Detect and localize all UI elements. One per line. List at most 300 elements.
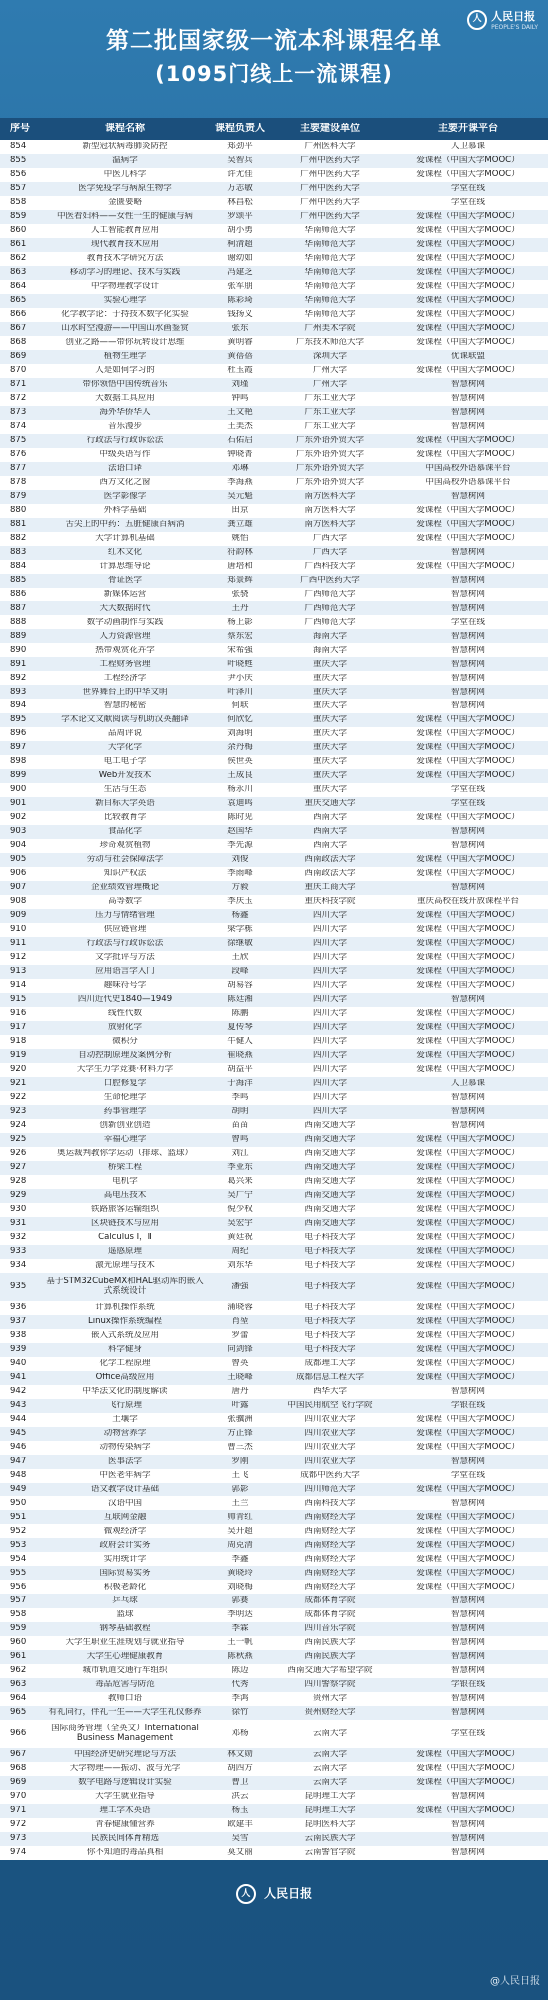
course-lead: 袁迪鸣 <box>227 799 253 809</box>
course-name: 外科学基础 <box>103 505 147 515</box>
course-lead: 周纪 <box>231 1246 249 1256</box>
institution: 华南师范大学 <box>304 309 356 319</box>
institution: 四川音乐学院 <box>304 1624 356 1634</box>
row-number: 964 <box>10 1694 27 1704</box>
institution: 广西大学 <box>312 547 347 557</box>
platform: 智慧树网 <box>450 1820 485 1830</box>
course-lead: 崔晓燕 <box>227 1051 253 1061</box>
platform: 智慧树网 <box>450 1708 485 1718</box>
institution: 海南大学 <box>312 645 347 655</box>
row-number: 937 <box>10 1316 27 1326</box>
row-number: 913 <box>10 967 27 977</box>
course-lead: 李亚东 <box>227 1162 253 1172</box>
row-number: 971 <box>10 1806 27 1816</box>
course-name: 实验心理学 <box>103 295 147 305</box>
row-number: 949 <box>10 1484 27 1494</box>
course-lead: 蒲晓蓉 <box>227 1302 253 1312</box>
course-lead: 唐丹 <box>231 1386 249 1396</box>
course-lead: 刘俊 <box>231 855 249 865</box>
table-row <box>0 532 548 546</box>
institution: 四川大学 <box>312 1037 347 1047</box>
course-lead: 钟晓菁 <box>227 449 253 459</box>
row-number: 887 <box>10 603 27 613</box>
course-name: Web开发技术 <box>98 771 152 781</box>
course-lead: 潘强 <box>231 1281 249 1291</box>
platform: 爱课程（中国大学MOOC） <box>416 1414 520 1424</box>
course-lead: 刘晓梅 <box>227 1582 253 1592</box>
institution: 电子科技大学 <box>304 1344 356 1354</box>
course-lead: 谢幼如 <box>227 253 253 263</box>
table-row <box>0 1650 548 1664</box>
course-name: 骨证医学 <box>107 575 142 585</box>
institution: 成都体育学院 <box>304 1610 356 1620</box>
course-name: 趣味符号学 <box>103 981 147 991</box>
course-name: 教育技术学研究方法 <box>86 253 164 263</box>
row-number: 962 <box>10 1666 27 1676</box>
platform: 爱课程（中国大学MOOC） <box>416 170 520 180</box>
platform: 智慧树网 <box>450 575 485 585</box>
people-daily-logo-icon: 人 <box>236 1884 256 1904</box>
course-name: 线性代数 <box>107 1009 142 1019</box>
course-name: 医学免疫学与病原生物学 <box>78 184 172 194</box>
row-number: 919 <box>10 1051 27 1061</box>
course-lead: 邓琳 <box>231 463 249 473</box>
course-name: 实用统计学 <box>103 1554 147 1564</box>
table-row <box>0 839 548 853</box>
institution: 西南交通大学 <box>304 1162 356 1172</box>
platform: 爱课程（中国大学MOOC） <box>416 337 520 347</box>
row-number: 955 <box>10 1568 27 1578</box>
institution: 华南师范大学 <box>304 295 356 305</box>
table-row <box>0 979 548 993</box>
row-number: 942 <box>10 1386 27 1396</box>
table-row <box>0 1441 548 1455</box>
table-row <box>0 657 548 671</box>
platform: 智慧树网 <box>450 631 485 641</box>
course-name: 四川近代史1840—1949 <box>77 995 173 1005</box>
people-daily-logo-icon: 人 <box>467 10 487 30</box>
institution: 四川大学 <box>312 939 347 949</box>
course-lead: 黄晓玲 <box>227 1568 253 1578</box>
institution: 广东工业大学 <box>304 407 356 417</box>
course-lead: 李明达 <box>227 1610 253 1620</box>
course-name: 中医看妇科——女性一生的健康与病 <box>56 212 193 222</box>
course-lead: 王美杰 <box>227 421 253 431</box>
course-lead: 吴开超 <box>227 1526 253 1536</box>
platform: 爱课程（中国大学MOOC） <box>416 1190 520 1200</box>
row-number: 860 <box>10 226 27 236</box>
institution: 昆明医科大学 <box>304 1820 356 1830</box>
platform: 学堂在线 <box>450 1470 485 1480</box>
column-header: 主要建设单位 <box>300 123 360 135</box>
course-name: 大数据工具应用 <box>95 393 155 403</box>
course-name: 创业之路——带你玩转设计思维 <box>65 337 185 347</box>
table-row <box>0 196 548 210</box>
table-row <box>0 1692 548 1706</box>
table-row <box>0 699 548 713</box>
institution: 重庆大学 <box>312 785 347 795</box>
platform: 爱课程（中国大学MOOC） <box>416 1526 520 1536</box>
institution: 昆明理工大学 <box>304 1806 356 1816</box>
course-lead: 刘海明 <box>227 729 253 739</box>
table-row <box>0 1399 548 1413</box>
platform: 智慧树网 <box>450 393 485 403</box>
row-number: 909 <box>10 911 27 921</box>
course-name: 音乐漫步 <box>107 421 142 431</box>
course-name: 自动控制原理及案例分析 <box>78 1051 172 1061</box>
row-number: 950 <box>10 1498 27 1508</box>
platform: 智慧树网 <box>450 491 485 501</box>
institution: 西南政法大学 <box>304 869 356 879</box>
row-number: 970 <box>10 1792 27 1802</box>
institution: 电子科技大学 <box>304 1246 356 1256</box>
course-lead: 张东 <box>231 323 249 333</box>
column-header: 序号 <box>10 123 30 135</box>
course-lead: 王兰 <box>231 1498 249 1508</box>
course-lead: 曾鸣 <box>231 1135 249 1144</box>
platform: 爱课程（中国大学MOOC） <box>416 1218 520 1228</box>
institution: 贵州财经大学 <box>304 1708 356 1718</box>
course-lead: 刘瑾 <box>231 379 249 389</box>
institution: 南方医科大学 <box>304 519 356 529</box>
platform: 爱课程（中国大学MOOC） <box>416 925 520 935</box>
row-number: 884 <box>10 561 27 571</box>
table-row <box>0 741 548 755</box>
table-row <box>0 1580 548 1594</box>
row-number: 893 <box>10 687 27 697</box>
course-name: 移动学习的理论、技术与实践 <box>69 267 181 277</box>
platform: 智慧树网 <box>450 1610 485 1620</box>
table-row <box>0 308 548 322</box>
institution: 西南大学 <box>312 813 347 823</box>
course-lead: 徐竹 <box>231 1708 249 1718</box>
course-lead: 胡四方 <box>227 1764 253 1774</box>
platform: 爱课程（中国大学MOOC） <box>416 1512 520 1522</box>
row-number: 862 <box>10 253 27 263</box>
table-row <box>0 1189 548 1203</box>
institution: 电子科技大学 <box>304 1330 356 1340</box>
table-row <box>0 1790 548 1804</box>
platform: 智慧树网 <box>450 1638 485 1648</box>
table-row <box>0 336 548 350</box>
platform: 爱课程（中国大学MOOC） <box>416 1372 520 1382</box>
course-lead: 方毅 <box>231 883 249 893</box>
course-lead: 许尤佳 <box>227 170 253 180</box>
course-lead: 侯世英 <box>227 757 253 767</box>
platform: 爱课程（中国大学MOOC） <box>416 253 520 263</box>
course-name: 新型冠状病毒肺炎防控 <box>82 142 168 152</box>
course-lead: 叶晓甦 <box>227 659 253 669</box>
institution: 重庆大学 <box>312 729 347 739</box>
table-row <box>0 294 548 308</box>
institution: 重庆大学 <box>312 771 347 781</box>
table-row <box>0 629 548 643</box>
table-row <box>0 1105 548 1119</box>
platform: 爱课程（中国大学MOOC） <box>416 1232 520 1242</box>
course-lead: 方正锋 <box>227 1428 253 1438</box>
platform: 优课联盟 <box>450 351 485 361</box>
course-name: 世界舞台上的中华文明 <box>82 687 168 697</box>
institution: 广东技术师范大学 <box>295 337 364 347</box>
course-lead: 李鑫 <box>231 1554 249 1564</box>
course-lead: 王晓峰 <box>227 1372 253 1382</box>
table-row <box>0 476 548 490</box>
table-row <box>0 1021 548 1035</box>
platform: 爱课程（中国大学MOOC） <box>416 519 520 529</box>
course-name: 企业绩效管理概论 <box>90 883 159 893</box>
course-lead: 陈廷湘 <box>227 995 253 1005</box>
institution: 四川大学 <box>312 981 347 991</box>
course-lead: 肖堃 <box>231 1316 249 1326</box>
platform: 智慧树网 <box>450 421 485 431</box>
course-name: 大学化学 <box>107 743 142 753</box>
course-lead: 林昌松 <box>227 198 253 208</box>
institution: 电子科技大学 <box>304 1281 356 1291</box>
row-number: 968 <box>10 1764 27 1774</box>
course-name: 计算思维导论 <box>99 561 151 571</box>
row-number: 954 <box>10 1554 27 1564</box>
institution: 云南大学 <box>312 1750 347 1760</box>
row-number: 920 <box>10 1065 27 1075</box>
course-table <box>0 118 548 1860</box>
platform: 爱课程（中国大学MOOC） <box>416 435 520 445</box>
course-lead: 代秀 <box>231 1680 249 1690</box>
course-lead: 胡益平 <box>227 1065 253 1075</box>
row-number: 865 <box>10 295 27 305</box>
course-lead: 曹三杰 <box>227 1442 253 1452</box>
table-row <box>0 1273 548 1301</box>
row-number: 903 <box>10 827 27 837</box>
row-number: 906 <box>10 869 27 879</box>
course-name: 语文教学设计基础 <box>90 1484 159 1494</box>
table-row <box>0 671 548 685</box>
institution: 电子科技大学 <box>304 1302 356 1312</box>
institution: 四川警察学院 <box>304 1680 356 1690</box>
institution: 西南交通大学希望学院 <box>287 1666 373 1676</box>
course-name: Calculus Ⅰ，Ⅱ <box>98 1232 152 1242</box>
course-name: 你不知道的毒品真相 <box>86 1848 164 1858</box>
platform: 爱课程（中国大学MOOC） <box>416 156 520 166</box>
course-name: 民族民间体育精选 <box>90 1834 159 1844</box>
institution: 西南交通大学 <box>304 1135 356 1144</box>
platform: 爱课程（中国大学MOOC） <box>416 365 520 375</box>
course-lead: 郭赛 <box>231 1596 249 1606</box>
course-lead: 赵国华 <box>227 827 253 837</box>
table-row <box>0 420 548 434</box>
institution: 广州美术学院 <box>304 323 356 333</box>
platform: 智慧树网 <box>450 1596 485 1606</box>
table-row <box>0 1133 548 1147</box>
table-row <box>0 1720 548 1748</box>
platform: 爱课程（中国大学MOOC） <box>416 1176 520 1186</box>
table-row <box>0 518 548 532</box>
row-number: 965 <box>10 1708 27 1718</box>
course-lead: 田京 <box>231 505 249 515</box>
table-row <box>0 1636 548 1650</box>
header-logo-sub: PEOPLE'S DAILY <box>491 24 538 31</box>
table-row <box>0 1413 548 1427</box>
course-name: 钢琴基础教程 <box>99 1624 151 1634</box>
course-name: 篮球 <box>116 1610 134 1620</box>
course-lead: 陈秋燕 <box>227 1652 253 1662</box>
table-row <box>0 1343 548 1357</box>
course-name: 数字电路与逻辑设计实验 <box>78 1778 172 1788</box>
institution: 广州中医药大学 <box>300 212 360 222</box>
course-name: 温病学 <box>112 156 138 166</box>
table-row <box>0 783 548 797</box>
row-number: 883 <box>10 547 27 557</box>
institution: 四川师范大学 <box>304 1484 356 1494</box>
course-name: Office高级应用 <box>95 1372 155 1382</box>
course-lead: 郑劲平 <box>227 142 253 152</box>
institution: 西南交通大学 <box>304 1204 356 1214</box>
row-number: 948 <box>10 1470 27 1480</box>
institution: 西南财经大学 <box>304 1582 356 1592</box>
table-row <box>0 685 548 699</box>
table-row <box>0 1385 548 1399</box>
row-number: 898 <box>10 757 27 767</box>
platform: 智慧树网 <box>450 841 485 851</box>
course-name: 放射化学 <box>107 1023 142 1033</box>
platform: 智慧树网 <box>450 1107 485 1117</box>
row-number: 874 <box>10 421 27 431</box>
platform: 爱课程（中国大学MOOC） <box>416 1344 520 1354</box>
table-row <box>0 406 548 420</box>
course-lead: 梁学栋 <box>227 925 253 935</box>
table-row <box>0 1748 548 1762</box>
row-number: 876 <box>10 449 27 459</box>
course-lead: 吴雪 <box>231 1834 249 1844</box>
platform: 爱课程（中国大学MOOC） <box>416 533 520 543</box>
header-logo-text: 人民日报 <box>491 10 536 23</box>
table-row <box>0 266 548 280</box>
row-number: 946 <box>10 1442 27 1452</box>
row-number: 960 <box>10 1638 27 1648</box>
course-lead: 吴广宁 <box>227 1190 253 1200</box>
table-row <box>0 210 548 224</box>
row-number: 917 <box>10 1023 27 1033</box>
platform: 智慧树网 <box>450 883 485 893</box>
course-name: 微积分 <box>112 1037 138 1047</box>
course-name: 智慧的秘密 <box>103 701 147 711</box>
institution: 四川大学 <box>312 1009 347 1019</box>
platform: 爱课程（中国大学MOOC） <box>416 953 520 963</box>
course-lead: 李霖 <box>231 1624 249 1634</box>
course-name: 电机学 <box>112 1176 138 1186</box>
row-number: 914 <box>10 981 27 991</box>
course-name: 新媒体运营 <box>103 589 147 599</box>
table-header <box>0 118 548 140</box>
table-row <box>0 1538 548 1552</box>
table-row <box>0 1371 548 1385</box>
course-name: 土壤学 <box>112 1414 138 1424</box>
row-number: 951 <box>10 1512 27 1522</box>
course-name: 乒乓球 <box>112 1596 138 1606</box>
course-name: 中医儿科学 <box>103 170 147 180</box>
header <box>0 0 548 118</box>
course-lead: 李鸿 <box>231 1694 249 1704</box>
table-row <box>0 615 548 629</box>
table-row <box>0 951 548 965</box>
course-name: 积极老龄化 <box>103 1582 147 1592</box>
institution: 广西师范大学 <box>304 603 356 613</box>
row-number: 907 <box>10 883 27 893</box>
course-lead: 王丹 <box>231 603 249 613</box>
row-number: 959 <box>10 1624 27 1634</box>
institution: 电子科技大学 <box>304 1316 356 1326</box>
table-row <box>0 490 548 504</box>
platform: 智慧树网 <box>450 827 485 837</box>
institution: 南方医科大学 <box>304 491 356 501</box>
platform: 爱课程（中国大学MOOC） <box>416 1428 520 1438</box>
platform: 爱课程（中国大学MOOC） <box>416 1009 520 1019</box>
course-lead: 符韵林 <box>227 547 253 557</box>
platform: 智慧树网 <box>450 1121 485 1131</box>
institution: 广东外语外贸大学 <box>295 435 364 445</box>
course-name: Linux操作系统编程 <box>88 1316 162 1326</box>
institution: 西南交通大学 <box>304 1218 356 1228</box>
course-name: 铁路旅客运输组织 <box>90 1204 159 1214</box>
table-row <box>0 1315 548 1329</box>
footer-logo-text: 人民日报 <box>264 1886 313 1901</box>
table-row <box>0 574 548 588</box>
table-row <box>0 1762 548 1776</box>
table-row <box>0 140 548 154</box>
course-lead: 罗颂平 <box>227 212 253 222</box>
row-number: 956 <box>10 1582 27 1592</box>
course-name: 遥感原理 <box>107 1246 142 1256</box>
institution: 云南民族大学 <box>304 1834 356 1844</box>
institution: 广西中医药大学 <box>300 575 360 585</box>
platform: 爱课程（中国大学MOOC） <box>416 1316 520 1326</box>
course-lead: 张骁 <box>231 589 249 599</box>
course-name: 奥运裁判教你学运动（排球、篮球） <box>56 1148 193 1158</box>
row-number: 891 <box>10 659 27 669</box>
platform: 爱课程（中国大学MOOC） <box>416 869 520 879</box>
institution: 四川农业大学 <box>304 1414 356 1424</box>
institution: 广东工业大学 <box>304 421 356 431</box>
platform: 爱课程（中国大学MOOC） <box>416 1806 520 1816</box>
institution: 四川大学 <box>312 1107 347 1117</box>
table-row <box>0 993 548 1007</box>
course-lead: 张骥洲 <box>227 1414 253 1424</box>
course-name: 计算机操作系统 <box>95 1302 155 1312</box>
course-name: 医事法学 <box>107 1456 142 1466</box>
course-name: 生活与生态 <box>103 785 147 795</box>
institution: 云南大学 <box>312 1764 347 1774</box>
row-number: 872 <box>10 393 27 403</box>
row-number: 908 <box>10 897 27 907</box>
table-row <box>0 1049 548 1063</box>
course-name: 西方文化之窗 <box>99 477 151 487</box>
table-row <box>0 1608 548 1622</box>
institution: 成都信息工程大学 <box>295 1372 364 1382</box>
course-lead: 曾英 <box>231 1358 249 1368</box>
course-lead: 陈彩琦 <box>227 295 253 305</box>
course-name: 植物生理学 <box>103 351 147 361</box>
table-row <box>0 797 548 811</box>
course-lead: 吴宏宇 <box>227 1218 253 1228</box>
table-row <box>0 154 548 168</box>
table-row <box>0 1510 548 1524</box>
institution: 西南科技大学 <box>304 1498 356 1508</box>
table-row <box>0 560 548 574</box>
row-number: 882 <box>10 533 27 543</box>
institution: 重庆大学 <box>312 673 347 683</box>
platform: 学堂在线 <box>450 617 485 627</box>
row-number: 856 <box>10 170 27 180</box>
platform: 爱课程（中国大学MOOC） <box>416 729 520 739</box>
